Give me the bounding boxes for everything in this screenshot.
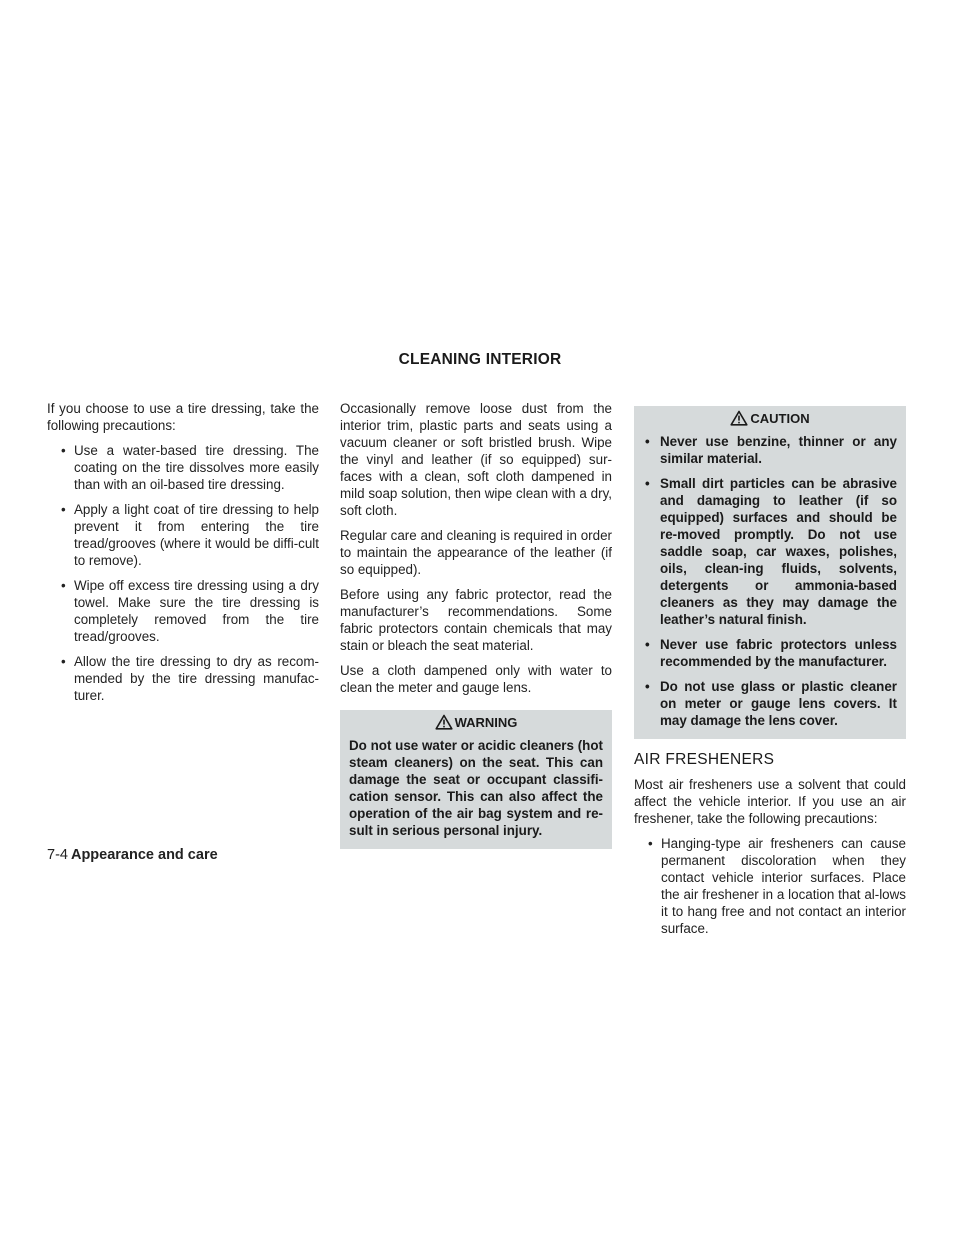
list-item: • Do not use glass or plastic cleaner on meter or gauge lens covers. It may damage the lens cover.	[643, 678, 897, 729]
warning-triangle-icon	[435, 714, 453, 730]
warning-header	[340, 710, 612, 734]
warning-title: WARNING	[454, 714, 518, 730]
paragraph: Regular care and cleaning is required in order to maintain the appearance of the leather (if so equipped).	[340, 528, 612, 577]
list-item: • Small dirt particles can be abrasive and damaging to leather (if so equipped) surfaces and should be re-moved promptly. Do not use saddle soap, car waxes, polishes, oils, clean-ing fluids, solvents, detergents or ammonia-based cleaners as they may damage the leather’s natural finish.	[643, 475, 897, 628]
air-fresheners-heading: AIR FRESHENERS	[634, 751, 775, 768]
column-2	[340, 400, 612, 849]
list-item: • Allow the tire dressing to dry as recom-mended by the tire dressing manufac-turer.	[47, 653, 319, 704]
air-fresheners-paragraph: Most air fresheners use a solvent that could affect the vehicle interior. If you use an air freshener, take the following precautions:	[634, 777, 906, 826]
warning-triangle-icon	[730, 410, 748, 426]
caution-header	[634, 406, 906, 430]
warning-text: Do not use water or acidic cleaners (hot steam cleaners) on the seat. This can damage the seat or occupant classifi-cation sensor. This can also affect the operation of the air bag system and re-sult in serious personal injury.	[349, 738, 603, 838]
list-item: • Wipe off excess tire dressing using a dry towel. Make sure the tire dressing is completely removed from the tire tread/grooves.	[47, 577, 319, 645]
warning-box	[340, 710, 612, 849]
paragraph: Before using any fabric protector, read the manufacturer’s recommendations. Some fabric protectors contain chemicals that may stain or bleach the seat material.	[340, 587, 612, 653]
warning-body	[340, 734, 612, 849]
list-item: • Hanging-type air fresheners can cause permanent discoloration when they contact vehicle interior surfaces. Place the air freshener in a location that al-lows it to hang free and not contact an interior surface.	[634, 835, 906, 937]
caution-title: CAUTION	[750, 410, 810, 426]
chapter-title: Appearance and care	[70, 847, 218, 863]
caution-body	[634, 430, 906, 739]
tire-dressing-intro: If you choose to use a tire dressing, take the following precautions:	[47, 401, 319, 433]
paragraph: Occasionally remove loose dust from the interior trim, plastic parts and seats using a vacuum cleaner or soft bristled brush. Wipe the vinyl and leather (if so equipped) sur-faces with a clean, soft cloth dampened in mild soap solution, then wipe clean with a dry, soft cloth.	[340, 401, 612, 518]
column-1	[47, 400, 319, 712]
list-item: • Apply a light coat of tire dressing to help prevent it from entering the tire tread/grooves (where it would be diffi-cult to remove).	[47, 501, 319, 569]
caution-box	[634, 406, 906, 739]
paragraph: Use a cloth dampened only with water to clean the meter and gauge lens.	[340, 663, 612, 695]
page-footer	[47, 847, 218, 863]
caution-list	[643, 433, 897, 729]
tire-dressing-list	[47, 442, 319, 704]
page-number: 7-4	[47, 847, 68, 863]
list-item: • Use a water-based tire dressing. The coating on the tire dissolves more easily than with an oil-based tire dressing.	[47, 442, 319, 493]
list-item: • Never use fabric protectors unless recommended by the manufacturer.	[643, 636, 897, 670]
list-item: • Never use benzine, thinner or any similar material.	[643, 433, 897, 467]
section-title: CLEANING INTERIOR	[398, 351, 562, 368]
air-fresheners-list	[634, 835, 906, 937]
column-3	[634, 400, 906, 945]
